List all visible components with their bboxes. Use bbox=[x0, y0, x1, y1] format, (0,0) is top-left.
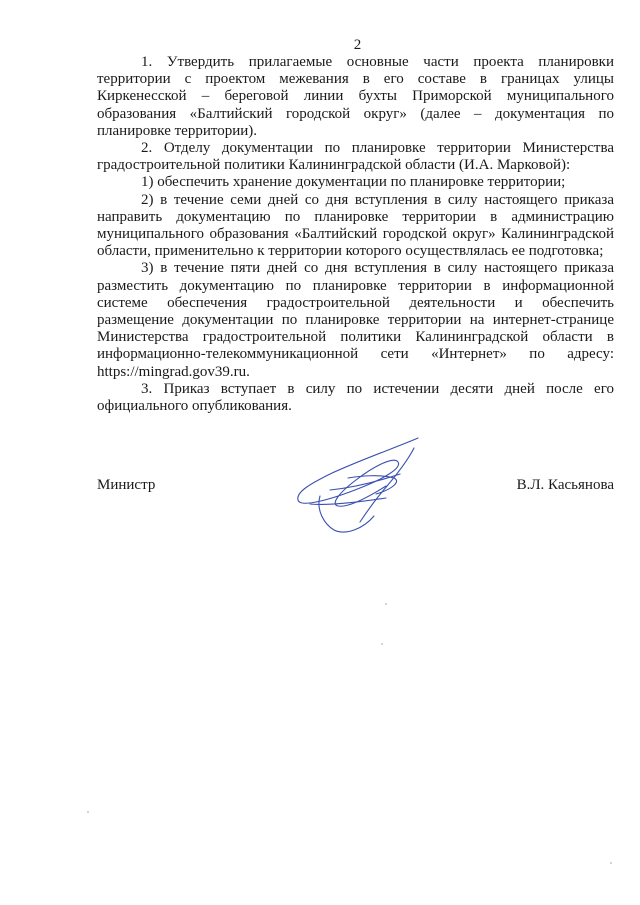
signatory-title: Министр bbox=[97, 477, 156, 493]
scan-speck bbox=[381, 643, 383, 645]
page-number: 2 bbox=[353, 37, 362, 53]
paragraph-storage: 1) обеспечить хранение документации по планировке территории; bbox=[141, 174, 566, 191]
paragraph-approve: 1. Утвердить прилагаемые основные части проекта планировки территории с проектом межевания в его составе в границах улицы Киркенесской – береговой линии бухты Приморской муниципального образования «Балтийский городской округ» (далее – документация по планировке территории). bbox=[97, 54, 614, 139]
scan-speck bbox=[610, 862, 612, 864]
document-body bbox=[97, 54, 614, 415]
scan-speck bbox=[87, 811, 89, 813]
handwritten-signature bbox=[290, 430, 440, 540]
paragraph-publish-online: 3) в течение пяти дней со дня вступления в силу настоящего приказа разместить документацию по планировке территории в информационной системе обеспечения градостроительной деятельности и обеспечить размещение документации по планировке территории на интернет-странице Министерства градостроительной политики Калининградской области в информационно-телекоммуникационной сети «Интернет» по адресу: https://mingrad.gov39.ru. bbox=[97, 260, 614, 380]
paragraph-department-instruction: 2. Отделу документации по планировке территории Министерства градостроительной политики Калининградской области (И.А. Марковой): bbox=[97, 140, 614, 174]
paragraph-effective-date: 3. Приказ вступает в силу по истечении десяти дней после его официального опубликования. bbox=[97, 380, 614, 415]
paragraph-send-to-administration: 2) в течение семи дней со дня вступления в силу настоящего приказа направить документацию по планировке территории в администрацию муниципального образования «Балтийский городской округ» Калининградской области, применительно к территории которого осуществлялась ее подготовка; bbox=[97, 191, 614, 260]
signatory-name: В.Л. Касьянова bbox=[516, 477, 614, 493]
scan-speck bbox=[385, 603, 387, 605]
